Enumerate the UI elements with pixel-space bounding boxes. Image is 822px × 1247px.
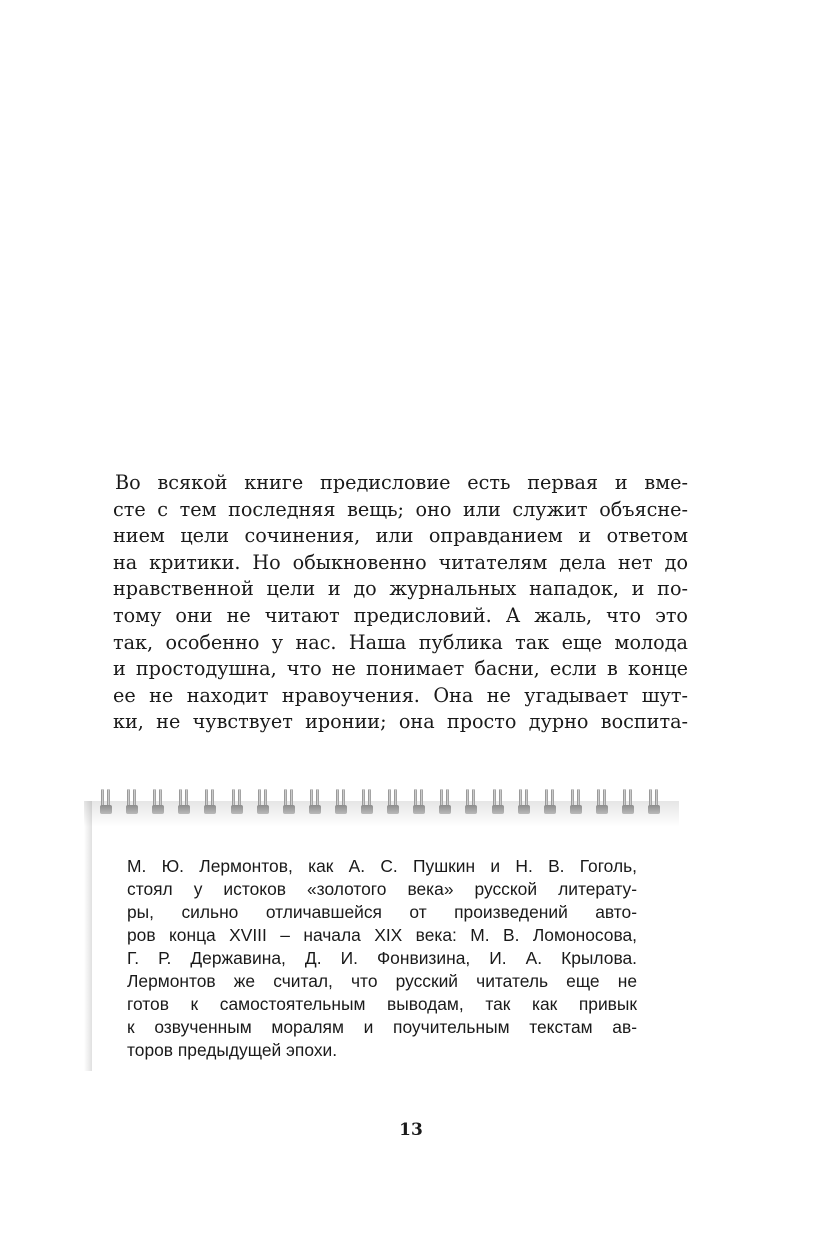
spiral-ring-icon: [596, 789, 608, 817]
spiral-ring-icon: [622, 789, 634, 817]
spiral-ring-icon: [231, 789, 243, 817]
spiral-ring-icon: [387, 789, 399, 817]
notepad-left-shadow: [84, 801, 92, 1071]
main-line-9: ее не находит нравоучения. Она не угадывает шут-: [113, 683, 688, 707]
note-line-6: Лермонтов же считал, что русский читатель еще не: [127, 971, 637, 991]
spiral-ring-icon: [465, 789, 477, 817]
main-line-1: Во всякой книге предисловие есть первая и вме-: [115, 471, 688, 494]
note-line-5: Г. Р. Державина, Д. И. Фонвизина, И. А. Крылова.: [127, 948, 637, 968]
note-line-3: ры, сильно отличавшейся от произведений авто-: [127, 902, 637, 922]
notepad-sidebar-note: [84, 783, 684, 1083]
spiral-ring-icon: [648, 789, 660, 817]
note-line-8: к озвученным моралям и поучительным текстам ав-: [127, 1017, 637, 1037]
spiral-ring-icon: [518, 789, 530, 817]
spiral-ring-icon: [126, 789, 138, 817]
spiral-ring-icon: [439, 789, 451, 817]
spiral-ring-icon: [257, 789, 269, 817]
spiral-ring-icon: [413, 789, 425, 817]
spiral-ring-icon: [335, 789, 347, 817]
main-line-7: так, особенно у нас. Наша публика так еще молода: [113, 630, 688, 654]
note-line-4: ров конца XVIII – начала XIX века: М. В. Ломоносова,: [127, 925, 637, 945]
spiral-ring-icon: [544, 789, 556, 817]
note-line-2: стоял у истоков «золотого века» русской литерату-: [127, 879, 637, 899]
note-line-7: готов к самостоятельным выводам, так как привык: [127, 994, 637, 1014]
spiral-ring-icon: [204, 789, 216, 817]
note-text: [127, 855, 637, 1062]
main-line-8: и простодушна, что не понимает басни, если в конце: [113, 657, 688, 681]
spiral-ring-icon: [309, 789, 321, 817]
notepad-spiral-binding: [100, 783, 680, 823]
main-paragraph: [113, 470, 688, 736]
main-line-6: тому они не читают предисловий. А жаль, что это: [113, 603, 688, 627]
spiral-ring-icon: [283, 789, 295, 817]
main-line-4: на критики. Но обыкновенно читателям дела нет до: [113, 550, 688, 574]
spiral-ring-icon: [361, 789, 373, 817]
main-line-2: сте с тем последняя вещь; оно или служит объясне-: [113, 497, 688, 521]
note-line-1: М. Ю. Лермонтов, как А. С. Пушкин и Н. В. Гоголь,: [127, 856, 637, 876]
spiral-ring-icon: [178, 789, 190, 817]
spiral-ring-icon: [492, 789, 504, 817]
spiral-ring-icon: [152, 789, 164, 817]
main-line-3: нием цели сочинения, или оправданием и ответом: [113, 524, 688, 548]
note-line-9: торов предыдущей эпохи.: [127, 1040, 338, 1060]
page-number: 13: [399, 1120, 423, 1140]
spiral-ring-icon: [570, 789, 582, 817]
main-line-10: ки, не чувствует иронии; она просто дурно воспита-: [113, 710, 688, 734]
main-line-5: нравственной цели и до журнальных нападок, и по-: [113, 577, 688, 601]
spiral-ring-icon: [100, 789, 112, 817]
